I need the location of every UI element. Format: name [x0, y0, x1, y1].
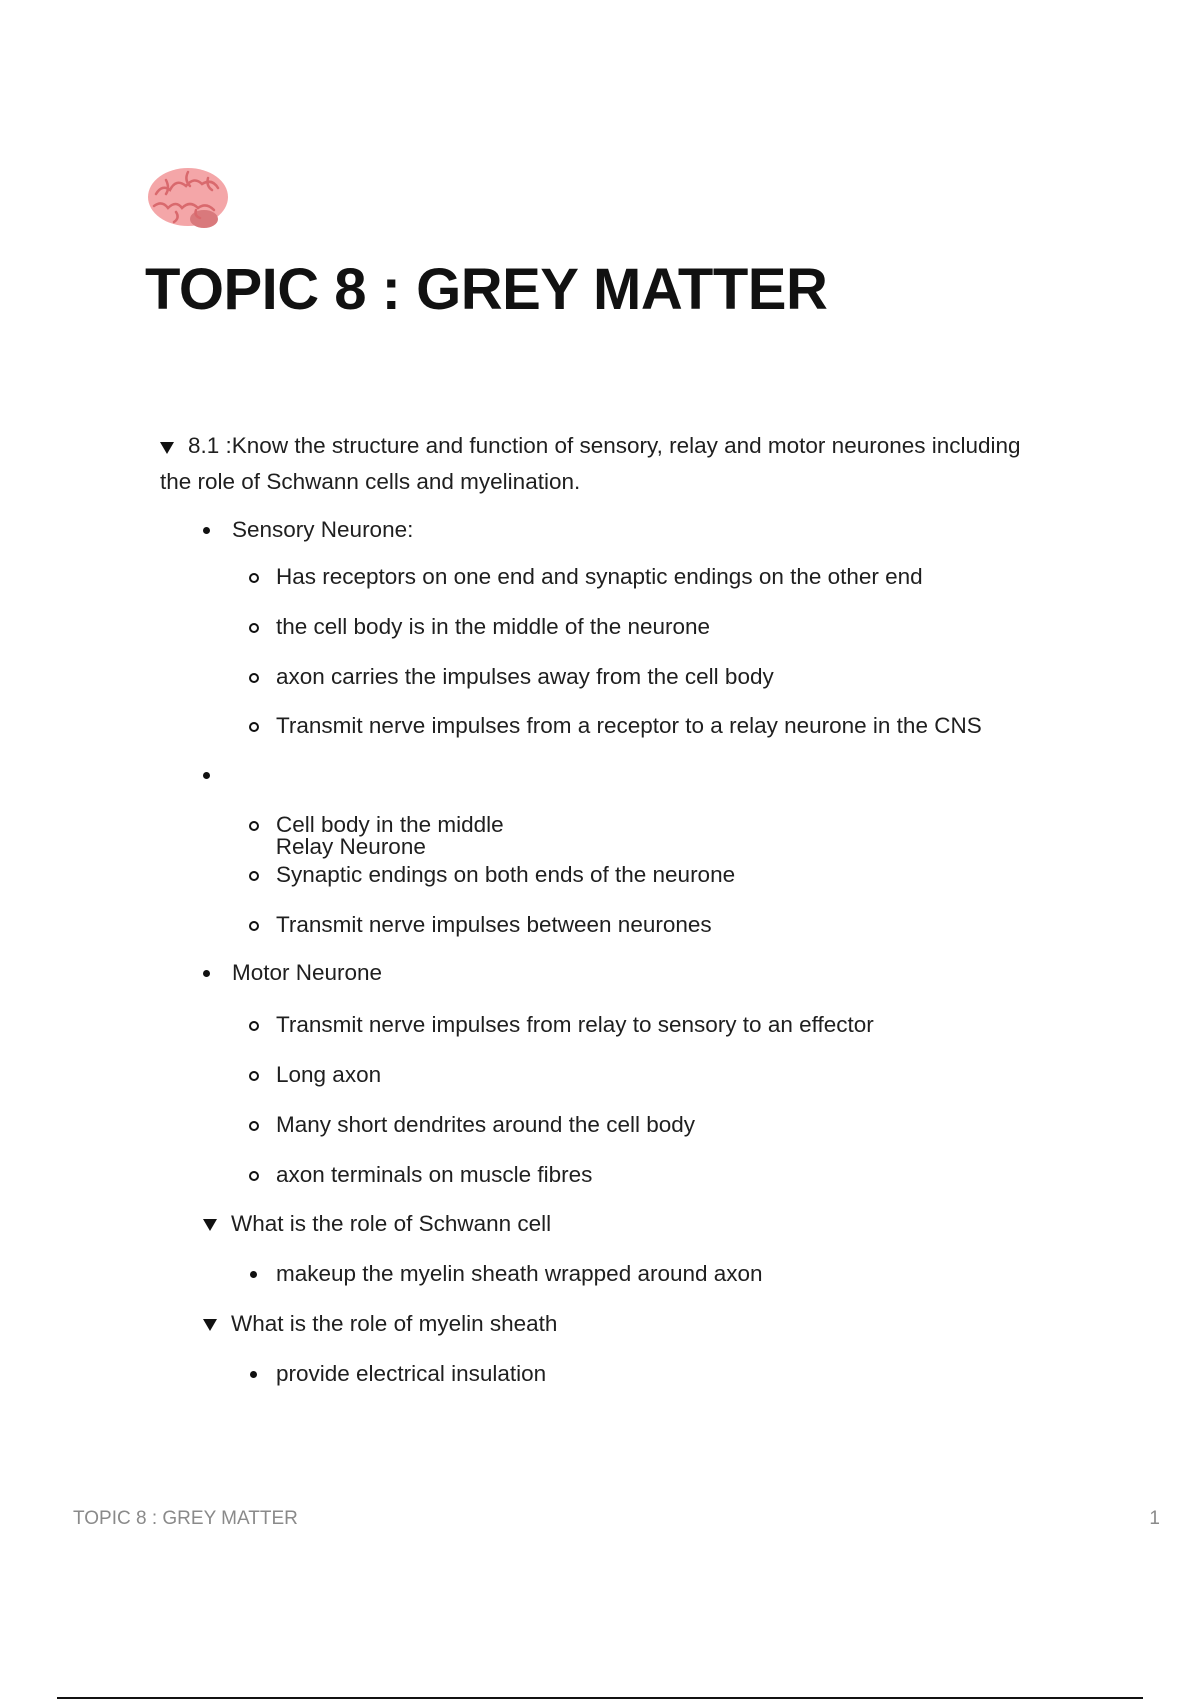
list-item [276, 1356, 1100, 1392]
list-item-text: Long axon [276, 1062, 382, 1087]
list-item-sensory-neurone [232, 512, 1100, 548]
footer-title: TOPIC 8 : GREY MATTER [73, 1508, 298, 1529]
toggle-triangle-icon[interactable] [203, 1219, 217, 1231]
list-item-motor-neurone [232, 955, 1100, 991]
list-item [276, 659, 1100, 695]
page-divider [57, 1697, 1143, 1699]
toggle-schwann-cell[interactable] [203, 1206, 1100, 1242]
circle-bullet-icon [249, 623, 259, 633]
circle-bullet-icon [249, 722, 259, 732]
circle-bullet-icon [249, 673, 259, 683]
bullet-icon [250, 1271, 257, 1278]
brain-icon [146, 164, 234, 234]
circle-bullet-icon [249, 573, 259, 583]
list-item [276, 1157, 1100, 1193]
section-heading-line1: 8.1 :Know the structure and function of sensory, relay and motor neurones including [188, 433, 1021, 458]
list-item [276, 857, 1100, 893]
list-item [276, 907, 1100, 943]
list-item-text: Transmit nerve impulses from a receptor to a relay neurone in the CNS [276, 713, 982, 738]
circle-bullet-icon [249, 1171, 259, 1181]
toggle-triangle-icon[interactable] [160, 442, 174, 454]
list-item-text: Transmit nerve impulses from relay to sensory to an effector [276, 1012, 874, 1037]
list-item [276, 1256, 1100, 1292]
page-number: 1 [1149, 1508, 1160, 1529]
bullet-icon [203, 527, 210, 534]
list-item-label: Relay Neurone [269, 834, 426, 859]
list-item-text: axon carries the impulses away from the cell body [276, 664, 774, 689]
section-heading-line2: the role of Schwann cells and myelination. [160, 469, 581, 494]
list-item-label: Motor Neurone [232, 960, 383, 985]
list-item [276, 1007, 1100, 1043]
list-item [276, 708, 1100, 744]
bullet-icon [203, 772, 210, 779]
list-item [276, 559, 1100, 595]
list-item [276, 609, 1100, 645]
toggle-triangle-icon[interactable] [203, 1319, 217, 1331]
page-title: TOPIC 8 : GREY MATTER [145, 257, 828, 322]
list-item-text: Transmit nerve impulses between neurones [276, 912, 712, 937]
list-item-text: Synaptic endings on both ends of the neurone [276, 862, 736, 887]
circle-bullet-icon [249, 1121, 259, 1131]
list-item-text: Cell body in the middle [276, 812, 504, 837]
page-content [160, 428, 1100, 1392]
list-item-text: Many short dendrites around the cell body [276, 1112, 695, 1137]
list-item-text: the cell body is in the middle of the neurone [276, 614, 711, 639]
list-item-text: axon terminals on muscle fibres [276, 1162, 593, 1187]
toggle-myelin-sheath[interactable] [203, 1306, 1100, 1342]
toggle-answer: makeup the myelin sheath wrapped around axon [276, 1261, 763, 1286]
bullet-icon [250, 1371, 257, 1378]
list-item [276, 1107, 1100, 1143]
list-item [276, 807, 1100, 843]
section-toggle[interactable] [160, 428, 1100, 464]
circle-bullet-icon [249, 821, 259, 831]
toggle-question: What is the role of myelin sheath [231, 1311, 558, 1336]
list-item-text: Has receptors on one end and synaptic endings on the other end [276, 564, 923, 589]
list-item [276, 1057, 1100, 1093]
list-item-label: Sensory Neurone: [232, 517, 414, 542]
circle-bullet-icon [249, 921, 259, 931]
toggle-question: What is the role of Schwann cell [231, 1211, 552, 1236]
circle-bullet-icon [249, 871, 259, 881]
bullet-icon [203, 970, 210, 977]
toggle-answer: provide electrical insulation [276, 1361, 547, 1386]
circle-bullet-icon [249, 1021, 259, 1031]
circle-bullet-icon [249, 1071, 259, 1081]
